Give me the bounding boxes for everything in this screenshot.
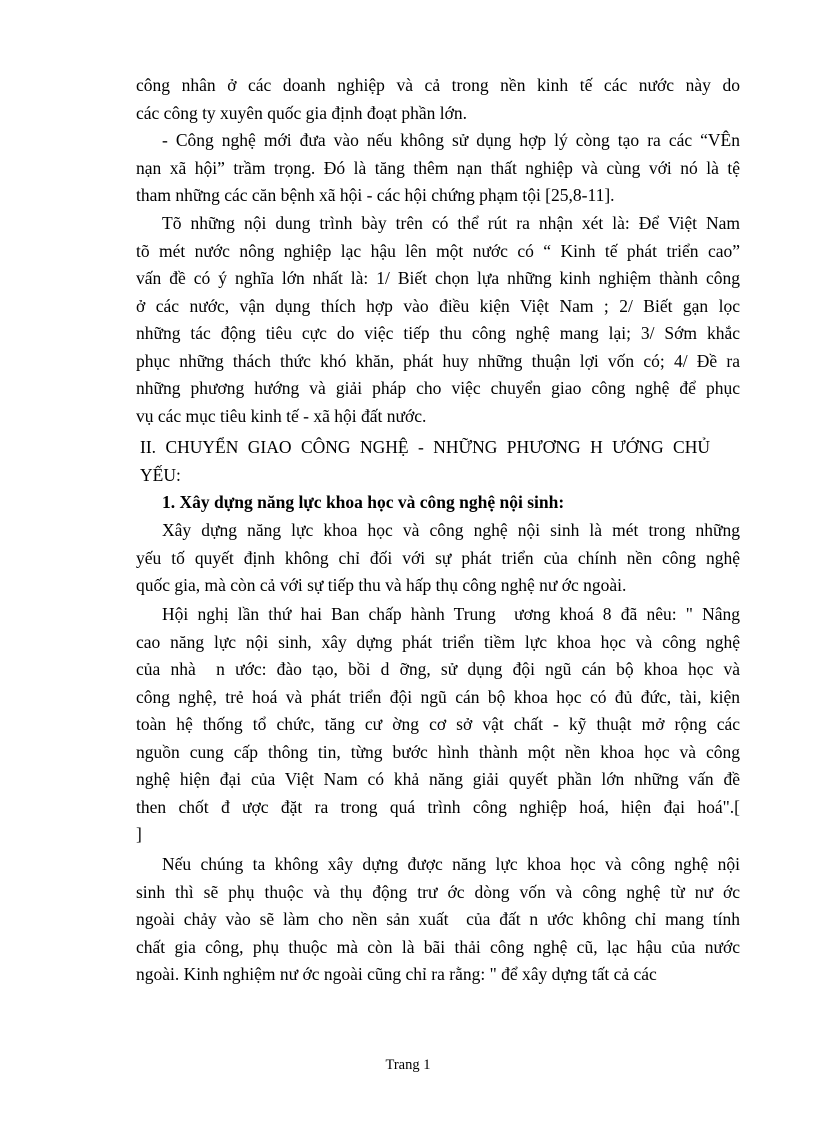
text-line: nghệ hiện đại của Việt Nam có khả năng giải quyết phần lớn những vấn đề	[136, 769, 740, 789]
paragraph-1	[136, 72, 740, 127]
text-line: nạn xã hội” trầm trọng. Đó là tăng thêm nạn thất nghiệp và cùng với nó là tệ	[136, 157, 740, 178]
text-line: nguồn cung cấp thông tin, từng bước hình thành một nền khoa học và công	[136, 741, 740, 762]
text-line: quốc gia, mà còn cả với sự tiếp thu và hấp thụ công nghệ nư ớc ngoài.	[136, 575, 627, 595]
section-heading-line: II. CHUYỂN GIAO CÔNG NGHỆ - NHỮNG PHƯƠNG H ƯỚNG CHỦ	[140, 437, 710, 457]
text-line: những phương hướng và giải pháp cho việc chuyển giao công nghệ để phục	[136, 378, 740, 398]
text-line: yếu tố quyết định không chỉ đối với sự phát triển của chính nền công nghệ	[136, 547, 740, 568]
text-line: chất gia công, phụ thuộc mà còn là bãi thải công nghệ cũ, lạc hậu của nước	[136, 936, 740, 957]
text-line: công nghệ, trẻ hoá và phát triển đội ngũ cán bộ khoa học có đủ đức, tài, kiện	[136, 686, 740, 707]
text-line: then chốt đ ược đặt ra trong quá trình công nghiệp hoá, hiện đại hoá".[	[136, 796, 740, 817]
subheading	[162, 489, 766, 517]
text-line: ngoài chảy vào sẽ làm cho nền sản xuất của đất n ước không chỉ mang tính	[136, 909, 740, 929]
text-line: ]	[136, 824, 142, 844]
text-line: Nếu chúng ta không xây dựng được năng lực khoa học và công nghệ nội	[162, 854, 740, 874]
text-line: cao năng lực nội sinh, xây dựng phát triển tiềm lực khoa học và công nghệ	[136, 631, 740, 652]
text-line: - Công nghệ mới đưa vào nếu không sử dụng hợp lý còng tạo ra các “VÊn	[162, 130, 740, 150]
text-line: ngoài. Kinh nghiệm nư ớc ngoài cũng chỉ ra rằng: " để xây dựng tất cả các	[136, 964, 657, 984]
text-line: phục những thách thức khó khăn, phát huy những thuận lợi vốn có; 4/ Đề ra	[136, 350, 740, 371]
paragraph-2	[136, 127, 740, 210]
text-line: những tác động tiêu cực do việc tiếp thu công nghệ mang lại; 3/ Sớm khắc	[136, 323, 740, 343]
text-line: vụ các mục tiêu kinh tế - xã hội đất nước.	[136, 405, 427, 426]
text-line: các công ty xuyên quốc gia định đoạt phần lớn.	[136, 102, 467, 123]
text-line: Xây dựng năng lực khoa học và công nghệ nội sinh là mét trong những	[162, 520, 740, 540]
text-line: công nhân ở các doanh nghiệp và cả trong nền kinh tế các nước này do	[136, 75, 740, 95]
subheading-text: 1. Xây dựng năng lực khoa học và công nghệ nội sinh:	[162, 492, 565, 512]
paragraph-4	[136, 517, 740, 600]
text-line: Hội nghị lần thứ hai Ban chấp hành Trung ương khoá 8 đã nêu: " Nâng	[162, 604, 740, 624]
text-line: sinh thì sẽ phụ thuộc và thụ động trư ớc dòng vốn và công nghệ từ nư ớc	[136, 881, 740, 902]
text-line: Tõ những nội dung trình bày trên có thể rút ra nhận xét là: Để Việt Nam	[162, 213, 740, 233]
paragraph-3	[136, 210, 740, 430]
text-line: vấn đề có ý nghĩa lớn nhất là: 1/ Biết chọn lựa những kinh nghiệm thành công	[136, 268, 740, 288]
text-line: tõ mét nước nông nghiệp lạc hậu lên một nước có “ Kinh tế phát triển cao”	[136, 240, 740, 261]
section-heading	[140, 434, 710, 489]
text-line: toàn hệ thống tổ chức, tăng cư ờng cơ sở vật chất - kỹ thuật mở rộng các	[136, 714, 740, 734]
paragraph-5	[136, 601, 740, 849]
page-number: Trang 1	[385, 1057, 431, 1073]
section-heading-line: YẾU:	[140, 464, 181, 485]
text-line: của nhà n ước: đào tạo, bồi d ỡng, sử dụng đội ngũ cán bộ khoa học và	[136, 659, 740, 679]
paragraph-6	[136, 851, 740, 989]
text-line: ở các nước, vận dụng thích hợp vào điều kiện Việt Nam ; 2/ Biết gạn lọc	[136, 295, 740, 316]
text-line: tham những các căn bệnh xã hội - các hội chứng phạm tội [25,8-11].	[136, 185, 615, 205]
